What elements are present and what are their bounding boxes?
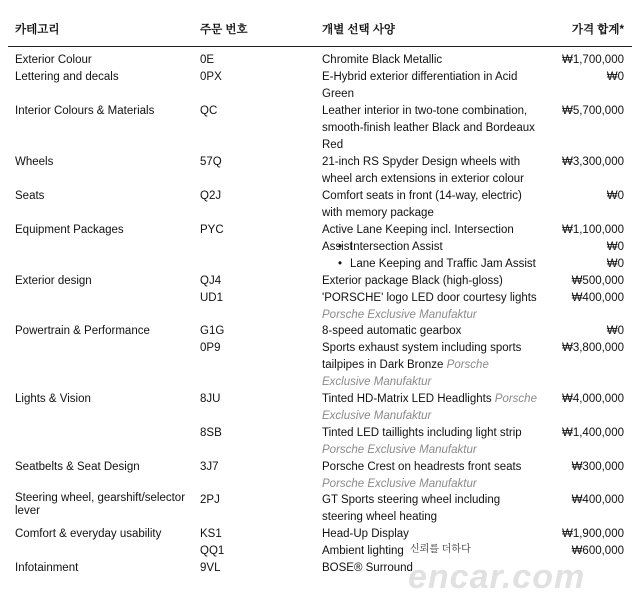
header-code: 주문 번호 xyxy=(200,24,248,36)
manufaktur-note: Porsche Exclusive Manufaktur xyxy=(322,309,477,321)
header-option: 개별 선택 사양 xyxy=(322,24,396,36)
manufaktur-note: Porsche Exclusive Manufaktur xyxy=(322,444,477,456)
list-item: • Lane Keeping and Traffic Jam Assist xyxy=(334,258,536,270)
header-price: 가격 합계* xyxy=(571,24,624,36)
manufaktur-note: Porsche Exclusive Manufaktur xyxy=(322,359,489,388)
manufaktur-note: Porsche Exclusive Manufaktur xyxy=(322,393,537,422)
header-category: 카테고리 xyxy=(15,24,60,36)
watermark-tagline: 신뢰를 더하다 xyxy=(410,544,471,555)
header-divider xyxy=(8,46,632,47)
encar-watermark-logo: encar.com xyxy=(408,558,586,596)
manufaktur-note: Porsche Exclusive Manufaktur xyxy=(322,478,477,490)
list-item: • Intersection Assist xyxy=(334,241,443,253)
